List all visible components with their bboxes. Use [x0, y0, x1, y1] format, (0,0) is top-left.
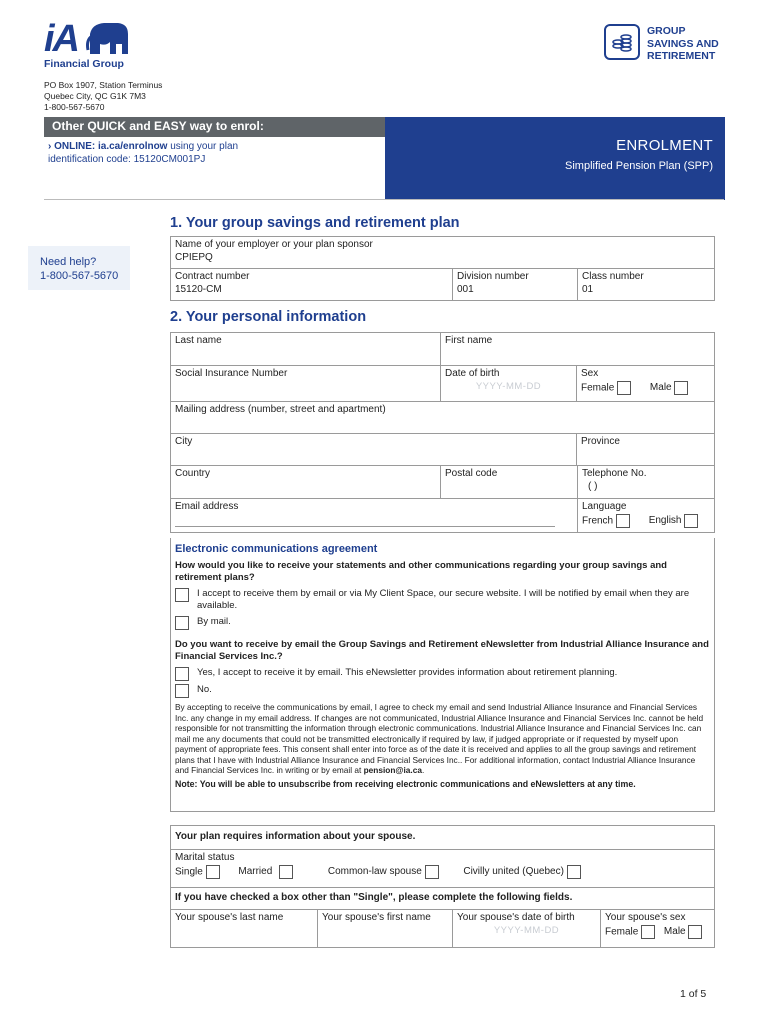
- last-name-label: Last name: [175, 335, 222, 346]
- married-checkbox[interactable]: [279, 865, 293, 879]
- contract-label: Contract number: [175, 271, 250, 282]
- online-label: › ONLINE:: [48, 141, 96, 152]
- q2-yes-label: Yes, I accept to receive it by email. This eNewsletter provides information about retirement planning.: [197, 667, 618, 678]
- city-label: City: [175, 436, 193, 447]
- section2-title: 2. Your personal information: [170, 309, 367, 325]
- page-number: 1 of 5: [680, 988, 707, 1000]
- dob-label: Date of birth: [445, 368, 500, 379]
- postal-code-label: Postal code: [445, 468, 498, 479]
- employer-cell[interactable]: [171, 237, 715, 269]
- telephone-placeholder: ( ): [588, 480, 598, 492]
- spouse-sex-field: [601, 910, 715, 948]
- divider: [44, 199, 724, 200]
- ecomm-question-2: Do you want to receive by email the Group Savings and Retirement eNewsletter from Industrial Alliance Insurance and Financial Services Inc.?: [175, 639, 709, 662]
- email-underline: [175, 526, 555, 527]
- ia-logo: iA: [44, 18, 78, 60]
- spouse-dob-label: Your spouse's date of birth: [457, 912, 575, 923]
- province-label: Province: [581, 436, 620, 447]
- badge-line: RETIREMENT: [647, 50, 716, 62]
- male-label: Male: [649, 382, 672, 394]
- marital-status-label: Marital status: [175, 852, 235, 863]
- q1-mail-label: By mail.: [197, 616, 231, 627]
- female-checkbox[interactable]: [617, 381, 631, 395]
- spouse-sex-label: Your spouse's sex: [605, 912, 686, 923]
- mailing-address-label: Mailing address (number, street and apartment): [175, 404, 386, 415]
- section1-title: 1. Your group savings and retirement plan: [170, 215, 460, 231]
- badge-line: SAVINGS AND: [647, 37, 719, 50]
- q2-no-label: No.: [197, 684, 212, 695]
- language-label: Language: [582, 501, 627, 512]
- q1-option-email: [175, 588, 710, 612]
- french-label: French: [582, 515, 614, 527]
- q1-mail-checkbox[interactable]: [175, 616, 189, 630]
- single-checkbox[interactable]: [206, 865, 220, 879]
- spouse-female-checkbox[interactable]: [641, 925, 655, 939]
- promo-title: Other QUICK and EASY way to enrol:: [44, 117, 385, 137]
- last-name-field[interactable]: [171, 333, 441, 366]
- country-field[interactable]: [171, 466, 441, 499]
- contract-cell[interactable]: [171, 269, 453, 301]
- legal-end: .: [421, 765, 425, 775]
- employer-value: CPIEPQ: [175, 251, 213, 263]
- language-field: [578, 499, 715, 533]
- plan-code: identification code: 15120CM001PJ: [48, 154, 206, 165]
- q2-yes-checkbox[interactable]: [175, 667, 189, 681]
- q1-email-label: I accept to receive them by email or via My Client Space, our secure website. I will be notified by email when they are available.: [197, 588, 690, 611]
- french-checkbox[interactable]: [616, 514, 630, 528]
- email-label: Email address: [175, 501, 239, 512]
- mailing-address-field[interactable]: [171, 402, 715, 434]
- spouse-first-name-label: Your spouse's first name: [322, 912, 431, 923]
- q2-no-checkbox[interactable]: [175, 684, 189, 698]
- english-label: English: [648, 515, 682, 527]
- online-text: using your plan: [167, 141, 239, 152]
- sex-label: Sex: [581, 368, 599, 379]
- first-name-label: First name: [445, 335, 493, 346]
- q1-email-checkbox[interactable]: [175, 588, 189, 602]
- common-law-checkbox[interactable]: [425, 865, 439, 879]
- division-label: Division number: [457, 271, 529, 282]
- male-checkbox[interactable]: [674, 381, 688, 395]
- division-cell[interactable]: [453, 269, 578, 301]
- english-checkbox[interactable]: [684, 514, 698, 528]
- badge-line: GROUP: [647, 25, 686, 37]
- enrolment-subtitle: Simplified Pension Plan (SPP): [565, 160, 713, 172]
- class-label: Class number: [582, 271, 644, 282]
- employer-label: Name of your employer or your plan sponsor: [175, 239, 373, 250]
- q2-option-no: [175, 684, 710, 698]
- address-line: 1-800-567-5670: [44, 102, 105, 112]
- spouse-instruction: If you have checked a box other than "Single", please complete the following fields.: [171, 888, 715, 910]
- spouse-last-name-field[interactable]: [171, 910, 318, 948]
- sin-field[interactable]: [171, 366, 441, 402]
- sin-label: Social Insurance Number: [175, 368, 288, 379]
- online-link[interactable]: ia.ca/enrolnow: [98, 141, 168, 152]
- sex-field: [577, 366, 715, 402]
- legal-body: By accepting to receive the communications by email, I agree to check my email and send Industrial Alliance Insurance and Financial Services Inc. any change in my email address. If changes are not communicated, Industrial Alliance Insurance and Financial Services Inc. cannot be held responsible for not transmitting the information through electronic communications. Industrial Alliance Insurance and Financial Services Inc. can mail me any documents that could not be transmitted electronically if required by law, if judged appropriate or if requested by myself upon payment of appropriate fees. This consent shall enter into force as of the date it is received and applies to all the group savings and retirement plans that I have with Industrial Alliance Insurance and Financial Services Inc.. For additional information, contact Industrial Alliance Insurance and Financial Services Inc. in writing or by email at: [175, 702, 704, 775]
- dob-placeholder: YYYY-MM-DD: [475, 380, 542, 392]
- legal-email-link[interactable]: pension@ia.ca: [363, 765, 422, 775]
- common-law-label: Common-law spouse: [327, 866, 422, 878]
- single-label: Single: [175, 866, 203, 878]
- telephone-field[interactable]: [578, 466, 715, 499]
- marital-status-field: [171, 850, 715, 888]
- elephant-logo-icon: [84, 20, 130, 56]
- unsubscribe-note: Note: You will be able to unsubscribe from receiving electronic communications and eNewsletters at any time.: [175, 778, 636, 789]
- telephone-label: Telephone No.: [582, 468, 647, 479]
- province-field[interactable]: [577, 434, 715, 466]
- address-line: PO Box 1907, Station Terminus: [44, 80, 163, 90]
- online-enrol-info: [48, 140, 378, 166]
- email-field[interactable]: [171, 499, 578, 533]
- enrolment-banner: [385, 117, 725, 200]
- civil-union-label: Civilly united (Quebec): [463, 866, 564, 878]
- address-line: Quebec City, QC G1K 7M3: [44, 91, 146, 101]
- spouse-female-label: Female: [605, 926, 639, 938]
- spouse-table: [170, 825, 715, 948]
- logo-subtitle: Financial Group: [44, 58, 124, 70]
- postal-code-field[interactable]: [441, 466, 578, 499]
- group-savings-badge: [647, 25, 719, 63]
- spouse-male-checkbox[interactable]: [688, 925, 702, 939]
- contract-value: 15120-CM: [175, 283, 222, 295]
- legal-text: [175, 702, 710, 776]
- q1-option-mail: [175, 616, 710, 630]
- division-value: 001: [457, 283, 474, 295]
- country-label: Country: [175, 468, 211, 479]
- personal-info-table: [170, 332, 715, 533]
- spouse-dob-field[interactable]: [453, 910, 601, 948]
- civil-union-checkbox[interactable]: [567, 865, 581, 879]
- ecomm-title: Electronic communications agreement: [175, 543, 378, 555]
- dob-field[interactable]: [441, 366, 577, 402]
- company-address: [44, 80, 162, 113]
- ecomm-content: [175, 543, 710, 789]
- spouse-title: Your plan requires information about your spouse.: [171, 826, 715, 850]
- spouse-first-name-field[interactable]: [318, 910, 453, 948]
- city-field[interactable]: [171, 434, 577, 466]
- spouse-last-name-label: Your spouse's last name: [175, 912, 284, 923]
- class-cell[interactable]: [578, 269, 715, 301]
- q2-option-yes: [175, 667, 710, 681]
- help-title: Need help?: [40, 256, 97, 268]
- plan-table: [170, 236, 715, 301]
- spouse-male-label: Male: [663, 926, 686, 938]
- coins-icon: [604, 24, 640, 60]
- ecomm-question-1: How would you like to receive your statements and other communications regarding your group savings and retirement plans?: [175, 560, 667, 583]
- first-name-field[interactable]: [441, 333, 715, 366]
- class-value: 01: [582, 283, 594, 295]
- help-phone: 1-800-567-5670: [40, 270, 119, 282]
- help-info: [40, 255, 118, 283]
- spouse-dob-placeholder: YYYY-MM-DD: [493, 924, 560, 936]
- enrolment-title: ENROLMENT: [616, 137, 713, 154]
- married-label: Married: [238, 866, 273, 878]
- female-label: Female: [581, 382, 615, 394]
